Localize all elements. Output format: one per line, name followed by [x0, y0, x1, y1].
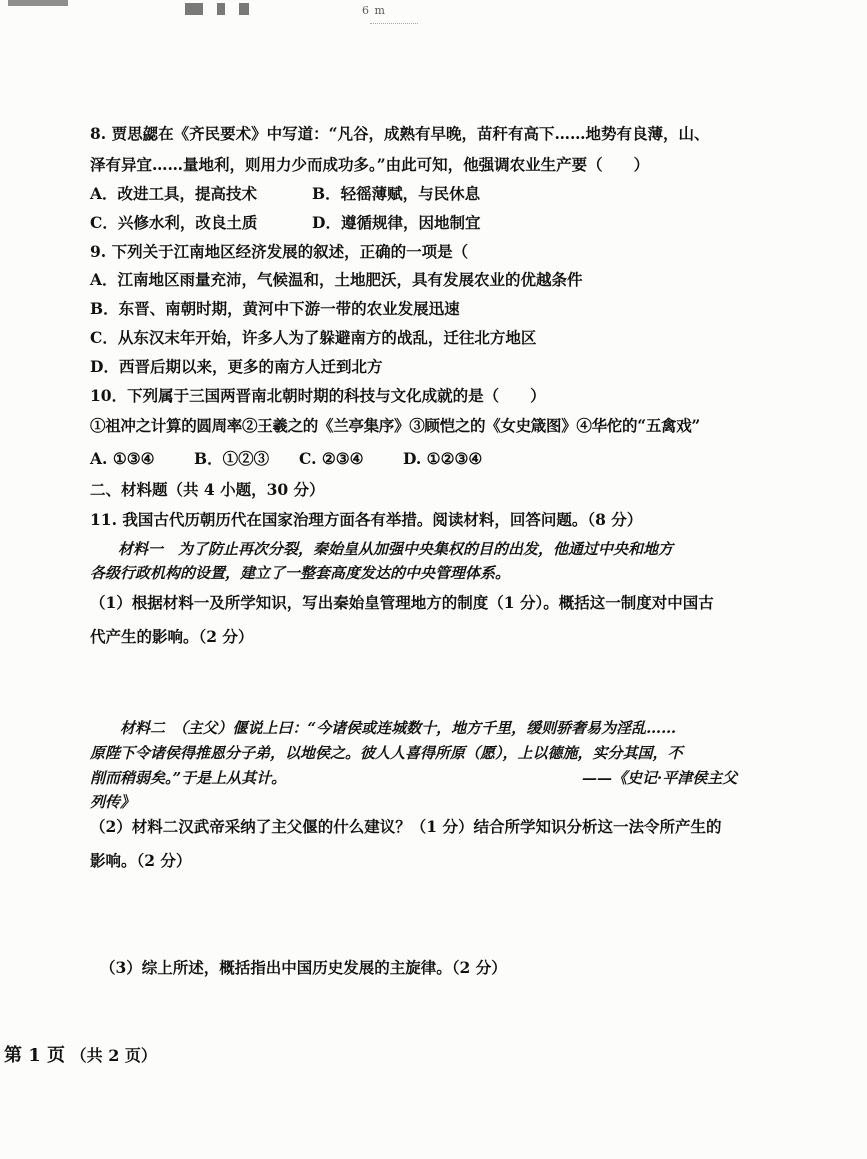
q8-stem-line1: 8. 贾思勰在《齐民要术》中写道：“凡谷，成熟有早晚，苗秆有高下……地势有良薄，山、 [90, 124, 710, 143]
q8-option-a: A．改进工具，提高技术 [90, 184, 258, 203]
q9-option-d: D．西晋后期以来，更多的南方人迁到北方 [90, 357, 383, 376]
q10-option-d: D. ①②③④ [403, 449, 483, 468]
material-1-line2: 各级行政机构的设置，建立了一整套高度发达的中央管理体系。 [90, 564, 511, 582]
q9-option-b: B．东晋、南朝时期，黄河中下游一带的农业发展迅速 [90, 299, 460, 318]
ink-fragment [370, 23, 418, 26]
header-fragment-text: 6 m [362, 4, 386, 17]
q8-option-c: C．兴修水利，改良土质 [90, 213, 258, 232]
q10-items: ①祖冲之计算的圆周率②王羲之的《兰亭集序》③顾恺之的《女史箴图》④华佗的“五禽戏” [90, 416, 701, 435]
ink-fragment [8, 0, 68, 6]
material-2-line3: 削而稍弱矣。”于是上从其计。 [90, 769, 287, 787]
page-footer [4, 1041, 157, 1067]
page-number: 第 1 页 [4, 1045, 66, 1066]
page-total: （共 2 页） [70, 1046, 157, 1065]
q11-sub1-line1: （1）根据材料一及所学知识，写出秦始皇管理地方的制度（1 分）。概括这一制度对中国古 [90, 593, 714, 612]
q11-sub2-line1: （2）材料二汉武帝采纳了主父偃的什么建议？（1 分）结合所学知识分析这一法令所产生的 [90, 817, 722, 836]
ink-fragment [185, 0, 285, 14]
material-2-line2: 原陛下令诸侯得推恩分子弟，以地侯之。彼人人喜得所原（愿），上以德施，实分其国，不 [90, 744, 683, 762]
material-2-source: ——《史记·平津侯主父 [582, 769, 738, 787]
top-cropped-fragment [0, 0, 867, 40]
q11-sub3: （3）综上所述，概括指出中国历史发展的主旋律。（2 分） [100, 958, 507, 977]
q11-sub1-line2: 代产生的影响。（2 分） [90, 627, 254, 646]
q8-option-d: D．遵循规律，因地制宜 [312, 213, 481, 232]
q9-stem: 9. 下列关于江南地区经济发展的叙述，正确的一项是（ [90, 242, 469, 261]
q8-stem-line2: 泽有异宜……量地利，则用力少而成功多。”由此可知，他强调农业生产要（ ） [90, 155, 650, 174]
q8-option-b: B．轻徭薄赋，与民休息 [312, 184, 481, 203]
q10-option-b: B．①②③ [194, 449, 270, 468]
section-title: 二、材料题（共 4 小题，30 分） [90, 480, 325, 499]
q11-stem: 11. 我国古代历朝历代在国家治理方面各有举措。阅读材料，回答问题。（8 分） [90, 510, 643, 529]
material-1-line1: 材料一 为了防止再次分裂，秦始皇从加强中央集权的目的出发，他通过中央和地方 [118, 540, 674, 558]
q10-option-c: C. ②③④ [299, 449, 364, 468]
q10-stem: 10．下列属于三国两晋南北朝时期的科技与文化成就的是（ ） [90, 386, 546, 405]
q10-option-a: A. ①③④ [90, 449, 155, 468]
q9-option-a: A．江南地区雨量充沛，气候温和，土地肥沃，具有发展农业的优越条件 [90, 270, 583, 289]
material-2-source-end: 列传》 [90, 793, 136, 811]
q11-sub2-line2: 影响。（2 分） [90, 851, 192, 870]
q9-option-c: C．从东汉末年开始，许多人为了躲避南方的战乱，迁往北方地区 [90, 328, 537, 347]
material-2-line1: 材料二 （主父）偃说上曰：“今诸侯或连城数十，地方千里，缓则骄奢易为淫乱…… [120, 719, 677, 737]
